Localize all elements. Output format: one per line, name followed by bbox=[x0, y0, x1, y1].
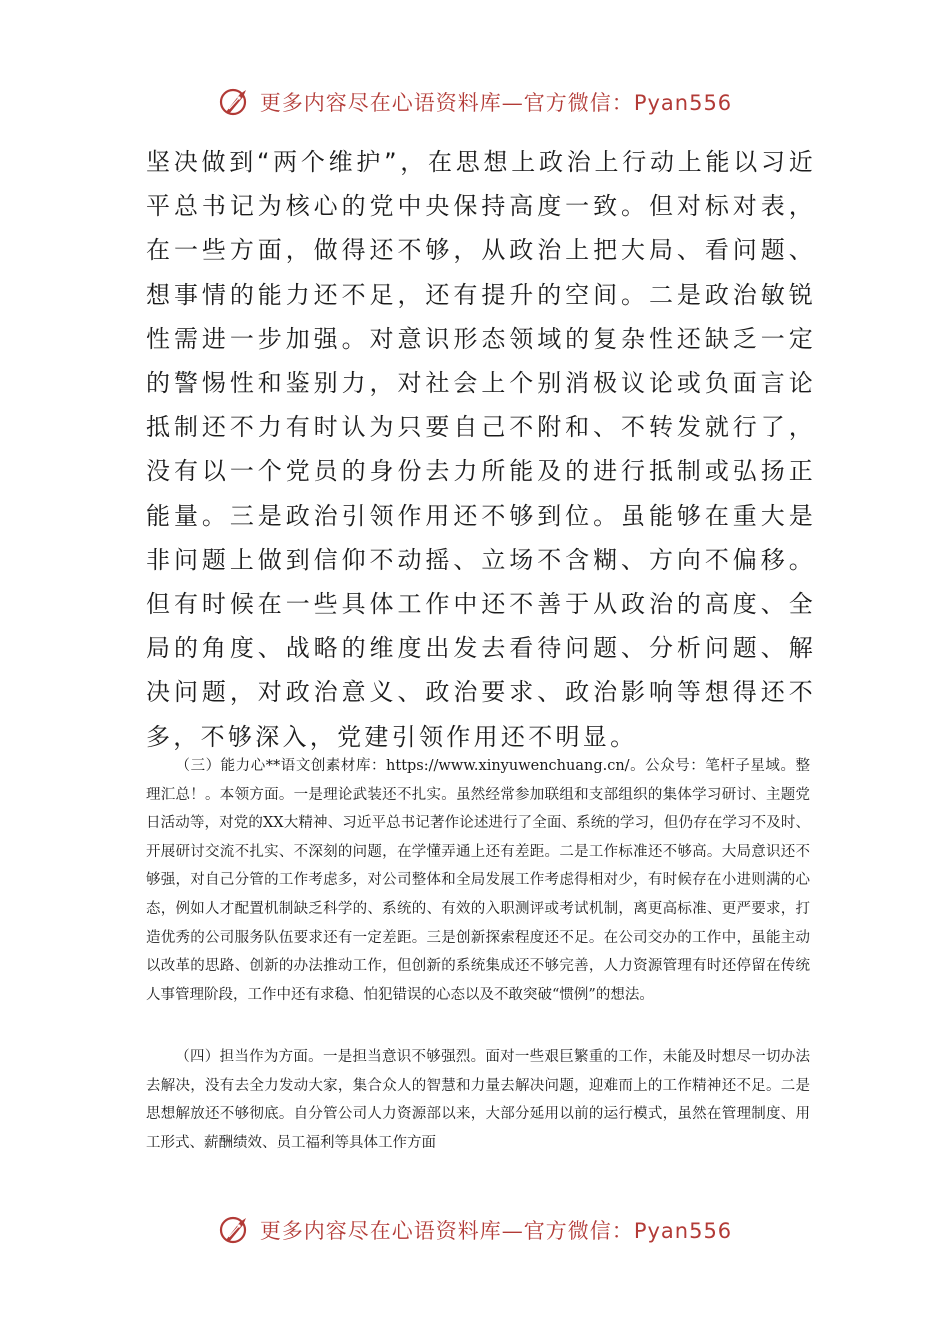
pen-nib-logo-icon bbox=[218, 85, 252, 119]
header-banner bbox=[0, 84, 950, 120]
paragraph-section-3 bbox=[146, 752, 810, 1009]
footer-banner-text: 更多内容尽在心语资料库—官方微信：Pyan556 bbox=[259, 1219, 733, 1243]
paragraph-section-4-text: （四）担当作为方面。一是担当意识不够强烈。面对一些艰巨繁重的工作，未能及时想尽一切办法去解决，没有去全力发动大家，集合众人的智慧和力量去解决问题，迎难而上的工作精神还不足。二是思想解放还不够彻底。自分管公司人力资源部以来，大部分延用以前的运行模式，虽然在管理制度、用工形式、薪酬绩效、员工福利等具体工作方面 bbox=[146, 1049, 810, 1151]
paragraph-section-4 bbox=[146, 1043, 810, 1157]
paragraph-large: 坚决做到“两个维护”，在思想上政治上行动上能以习近平总书记为核心的党中央保持高度一致。但对标对表，在一些方面，做得还不够，从政治上把大局、看问题、想事情的能力还不足，还有提升的空间。二是政治敏锐性需进一步加强。对意识形态领域的复杂性还缺乏一定的警惕性和鉴别力，对社会上个别消极议论或负面言论抵制还不力有时认为只要自己不附和、不转发就行了，没有以一个党员的身份去力所能及的进行抵制或弘扬正能量。三是政治引领作用还不够到位。虽能够在重大是非问题上做到信仰不动摇、立场不含糊、方向不偏移。但有时候在一些具体工作中还不善于从政治的高度、全局的角度、战略的维度出发去看待问题、分析问题、解决问题，对政治意义、政治要求、政治影响等想得还不多，不够深入，党建引领作用还不明显。 bbox=[146, 148, 816, 751]
paragraph-section-3-text: （三）能力心**语文创素材库：https://www.xinyuwenchuang.cn/。公众号：笔杆子星域。整理汇总！。本领方面。一是理论武装还不扎实。虽然经常参加联组和支部组织的集体学习研讨、主题党日活动等，对党的XX大精神、习近平总书记著作论述进行了全面、系统的学习，但仍存在学习不及时、开展研讨交流不扎实、不深刻的问题，在学懂弄通上还有差距。二是工作标准还不够高。大局意识还不够强，对自己分管的工作考虑多，对公司整体和全局发展工作考虑得相对少，有时候存在小进则满的心态，例如人才配置机制缺乏科学的、系统的、有效的入职测评或考试机制，离更高标准、更严要求，打造优秀的公司服务队伍要求还有一定差距。三是创新探索程度还不足。在公司交办的工作中，虽能主动以改革的思路、创新的办法推动工作，但创新的系统集成还不够完善，人力资源管理有时还停留在传统人事管理阶段，工作中还有求稳、怕犯错误的心态以及不敢突破“惯例”的想法。 bbox=[146, 758, 810, 1003]
footer-banner bbox=[0, 1212, 950, 1248]
pen-nib-logo-icon bbox=[218, 1213, 252, 1247]
header-banner-text: 更多内容尽在心语资料库—官方微信：Pyan556 bbox=[259, 91, 733, 115]
